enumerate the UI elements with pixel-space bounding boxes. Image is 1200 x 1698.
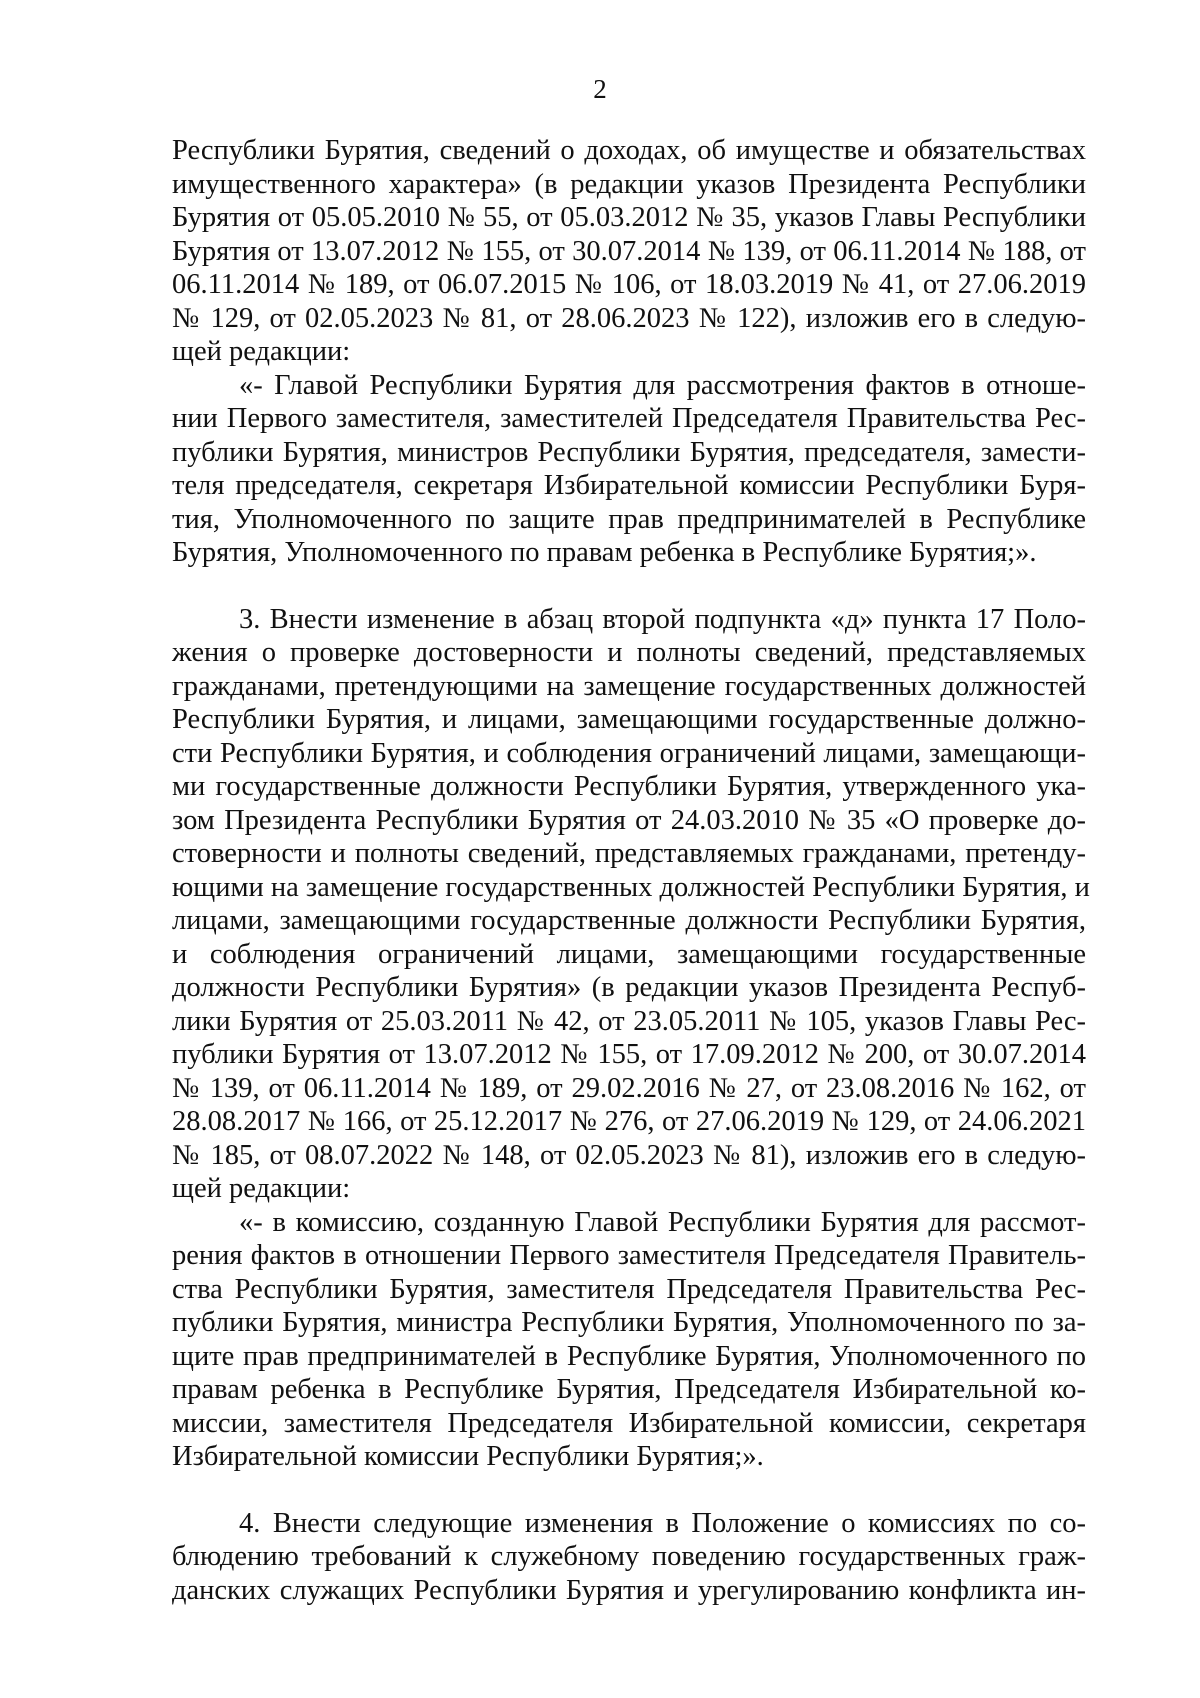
text-line: щей редакции: [172,336,351,367]
text-line: и соблюдения ограничений лицами, замещающими государственные [172,938,1086,970]
text-line: Республики Бурятия, сведений о доходах, об имуществе и обязательствах [172,135,1086,166]
text-line: ми государственные должности Республики Бурятия, утвержденного ука- [172,771,1086,802]
page-number: 2 [593,74,607,104]
text-line: ства Республики Бурятия, заместителя Председателя Правительства Рес- [172,1273,1086,1305]
text-line: Бурятия, Уполномоченного по правам ребенка в Республике Бурятия;». [172,537,1037,568]
text-line: должности Республики Бурятия» (в редакции указов Президента Респуб- [172,972,1086,1003]
text-line: теля председателя, секретаря Избирательной комиссии Республики Буря- [172,470,1086,501]
paragraph-item-3 [172,603,1090,1206]
text-line: № 129, от 02.05.2023 № 81, от 28.06.2023 № 122), изложив его в следую- [172,302,1086,334]
text-line: данских служащих Республики Бурятия и урегулированию конфликта ин- [172,1574,1086,1606]
paragraph-item-4 [172,1507,1086,1608]
text-line: стоверности и полноты сведений, представляемых гражданами, претенду- [172,838,1086,869]
text-line: щите прав предпринимателей в Республике Бурятия, Уполномоченного по [172,1340,1086,1372]
text-line: публики Бурятия от 13.07.2012 № 155, от 17.09.2012 № 200, от 30.07.2014 [172,1039,1086,1070]
text-line: Бурятия от 13.07.2012 № 155, от 30.07.2014 № 139, от 06.11.2014 № 188, от [172,235,1086,267]
paragraph-continuation [172,134,1086,369]
text-line: «- Главой Республики Бурятия для рассмотрения фактов в отноше- [239,369,1086,401]
text-line: публики Бурятия, министра Республики Бурятия, Уполномоченного по за- [172,1307,1086,1338]
text-line: № 185, от 08.07.2022 № 148, от 02.05.2023 № 81), изложив его в следую- [172,1139,1086,1171]
text-line: 28.08.2017 № 166, от 25.12.2017 № 276, от 27.06.2019 № 129, от 24.06.2021 [172,1106,1086,1137]
text-line: 4. Внести следующие изменения в Положение о комиссиях по со- [239,1507,1086,1539]
text-line: Избирательной комиссии Республики Бурятия;». [172,1441,764,1472]
text-line: «- в комиссию, созданную Главой Республики Бурятия для рассмот- [239,1206,1086,1238]
text-line: лики Бурятия от 25.03.2011 № 42, от 23.05.2011 № 105, указов Главы Рес- [172,1005,1086,1037]
text-line: № 139, от 06.11.2014 № 189, от 29.02.2016 № 27, от 23.08.2016 № 162, от [172,1072,1086,1104]
text-line: сти Республики Бурятия, и соблюдения ограничений лицами, замещающи- [172,737,1086,769]
paragraph-quote-2 [172,1206,1086,1474]
text-line: жения о проверке достоверности и полноты сведений, представляемых [172,637,1086,668]
text-line: щей редакции: [172,1173,351,1204]
text-line: Бурятия от 05.05.2010 № 55, от 05.03.2012 № 35, указов Главы Республики [172,202,1086,233]
text-line: публики Бурятия, министров Республики Бурятия, председателя, замести- [172,436,1086,468]
text-line: правам ребенка в Республике Бурятия, Председателя Избирательной ко- [172,1374,1086,1405]
text-line: тия, Уполномоченного по защите прав предпринимателей в Республике [172,503,1086,535]
paragraph-quote-1 [172,369,1086,570]
text-line: рения фактов в отношении Первого заместителя Председателя Правитель- [172,1240,1086,1271]
text-line: блюдению требований к служебному поведению государственных граж- [172,1541,1086,1572]
text-line: миссии, заместителя Председателя Избирательной комиссии, секретаря [172,1407,1086,1439]
text-line: 06.11.2014 № 189, от 06.07.2015 № 106, от 18.03.2019 № 41, от 27.06.2019 [172,269,1086,300]
text-line: лицами, замещающими государственные должности Республики Бурятия, [172,905,1086,936]
text-line: гражданами, претендующими на замещение государственных должностей [172,670,1086,702]
text-line: имущественного характера» (в редакции указов Президента Республики [172,168,1086,200]
text-line: Республики Бурятия, и лицами, замещающими государственные должно- [172,704,1086,735]
document-body [172,134,1090,1607]
paragraph-spacer [172,570,1086,603]
text-line: 3. Внести изменение в абзац второй подпункта «д» пункта 17 Поло- [239,603,1086,635]
text-line: нии Первого заместителя, заместителей Председателя Правительства Рес- [172,403,1086,434]
text-line: зом Президента Республики Бурятия от 24.03.2010 № 35 «О проверке до- [172,804,1086,836]
paragraph-spacer [172,1474,1086,1507]
text-line: ющими на замещение государственных должностей Республики Бурятия, и [172,871,1090,903]
